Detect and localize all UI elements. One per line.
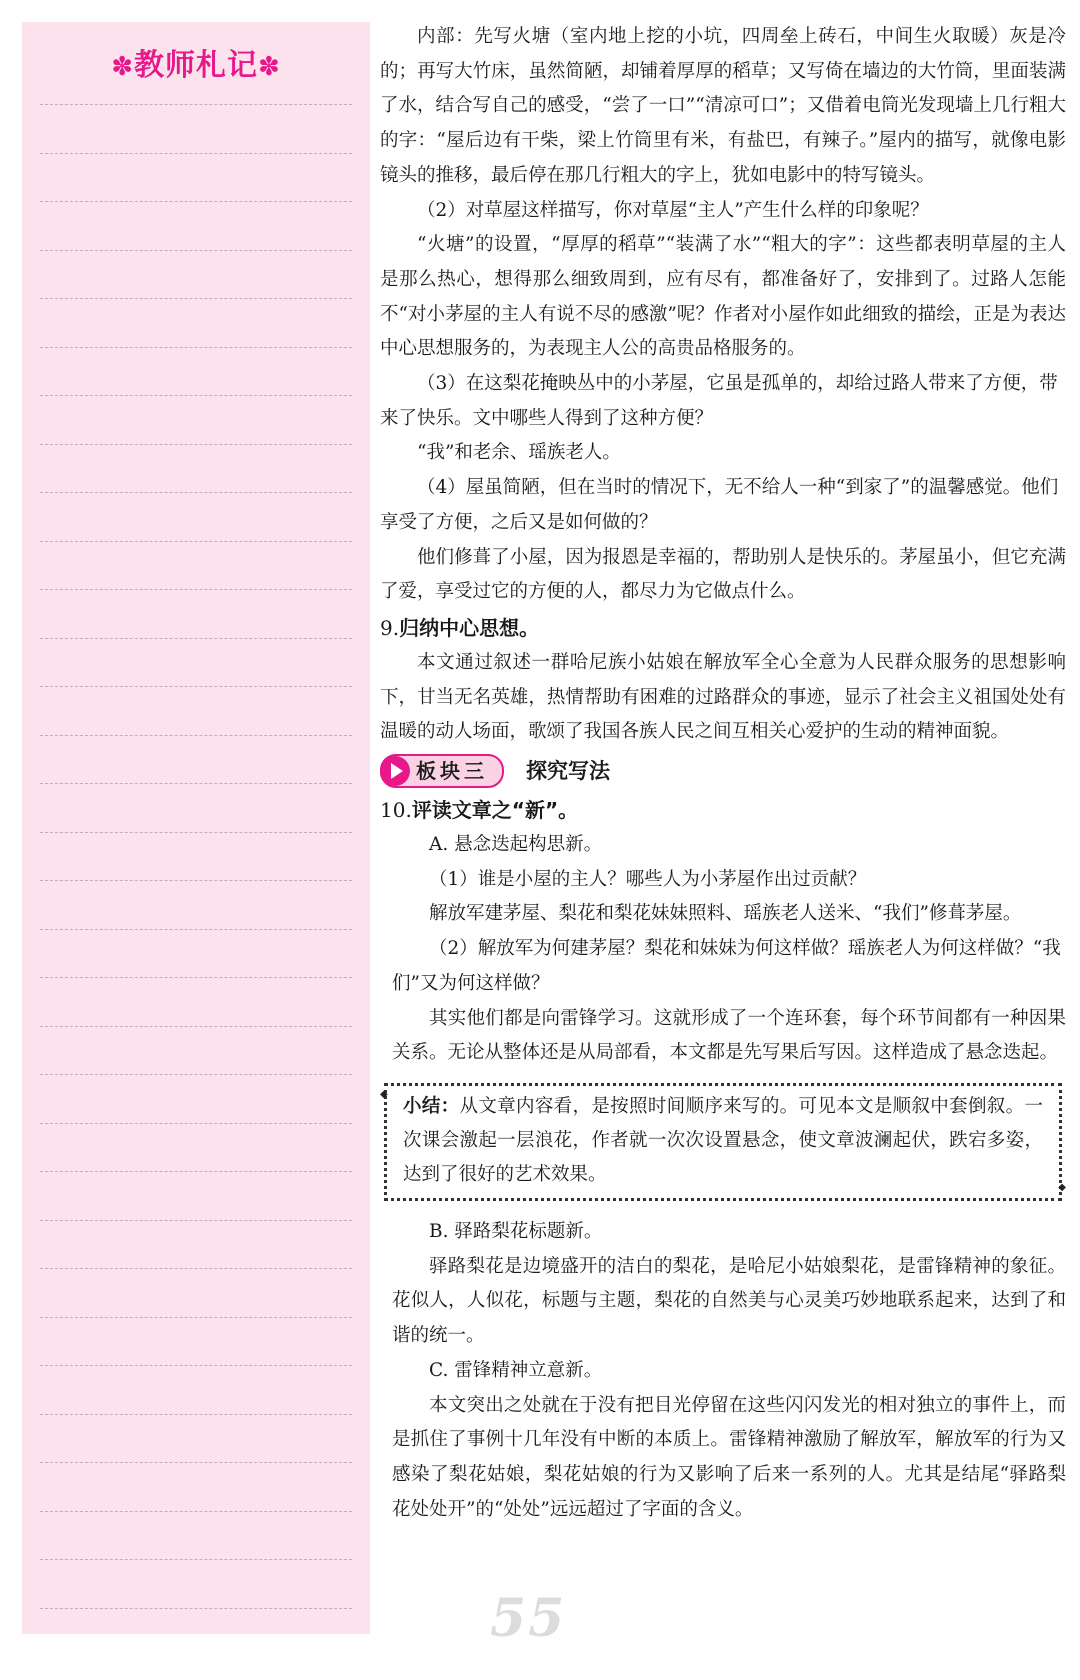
note-line — [40, 541, 352, 542]
answer-b: 驿路梨花是边境盛开的洁白的梨花，是哈尼小姑娘梨花，是雷锋精神的象征。花似人，人似花，标题与主题，梨花的自然美与心灵美巧妙地联系起来，达到了和谐的统一。 — [392, 1255, 1066, 1347]
answer-3: “我”和老余、瑶族老人。 — [417, 442, 621, 464]
point-c: C. 雷锋精神立意新。 — [429, 1359, 603, 1381]
section-label: 板块三 — [416, 758, 488, 783]
note-line — [40, 1123, 352, 1124]
note-line — [40, 444, 352, 445]
question-2: （2）对草屋这样描写，你对草屋“主人”产生什么样的印象呢？ — [417, 199, 929, 221]
answer-9: 本文通过叙述一群哈尼族小姑娘在解放军全心全意为人民群众服务的思想影响下，甘当无名英雄，热情帮助有困难的过路群众的事迹，显示了社会主义祖国处处有温暖的动人场面，歌颂了我国各族人民之间互相关心爱护的生动的精神面貌。 — [380, 651, 1066, 743]
flower-icon: ✽ — [258, 52, 281, 82]
question-4: （4）屋虽简陋，但在当时的情况下，无不给人一种“到家了”的温馨感觉。他们享受了方便，之后又是如何做的？ — [380, 477, 1059, 533]
answer-2: “火塘”的设置，“厚厚的稻草”“装满了水”“粗大的字”：这些都表明草屋的主人是那么热心，想得那么细致周到，应有尽有，都准备好了，安排到了。过路人怎能不“对小茅屋的主人有说不尽的感激”呢？作者对小屋作如此细致的描绘，正是为表达中心思想服务的，为表现主人公的高贵品格服务的。 — [380, 234, 1066, 360]
answer-a2: 其实他们都是向雷锋学习。这就形成了一个连环套，每个环节间都有一种因果关系。无论从整体还是从局部看，本文都是先写果后写因。这样造成了悬念迭起。 — [392, 1007, 1066, 1064]
note-line — [40, 977, 352, 978]
note-line — [40, 1414, 352, 1415]
note-line — [40, 492, 352, 493]
teacher-notes-sidebar — [22, 22, 370, 1634]
point-b: B. 驿路梨花标题新。 — [429, 1220, 603, 1242]
section-header — [380, 752, 1066, 790]
play-arrow-icon — [380, 756, 410, 786]
note-line — [40, 1074, 352, 1075]
sidebar-title — [22, 40, 370, 84]
point-a: A. 悬念迭起构思新。 — [429, 834, 603, 856]
page-number: 55 — [490, 1588, 567, 1649]
question-a1: （1）谁是小屋的主人？哪些人为小茅屋作出过贡献？ — [429, 868, 867, 890]
section-badge — [380, 754, 504, 788]
note-line — [40, 880, 352, 881]
note-line — [40, 104, 352, 105]
note-line — [40, 686, 352, 687]
note-line — [40, 250, 352, 251]
question-a2: （2）解放军为何建茅屋？梨花和妹妹为何这样做？瑶族老人为何这样做？“我们”又为何这样做？ — [392, 938, 1061, 994]
note-line — [40, 832, 352, 833]
heading-9 — [380, 610, 1066, 646]
note-line — [40, 153, 352, 154]
note-line — [40, 1608, 352, 1609]
note-line — [40, 347, 352, 348]
heading-10-text: 评读文章之“新”。 — [411, 798, 579, 823]
note-line — [40, 735, 352, 736]
paragraph: 内部：先写火塘（室内地上挖的小坑，四周垒上砖石，中间生火取暖）灰是冷的；再写大竹床，虽然简陋，却铺着厚厚的稻草；又写倚在墙边的大竹筒，里面装满了水，结合写自己的感受，“尝了一口”“清凉可口”；又借着电筒光发现墙上几行粗大的字：“屋后边有干柴，梁上竹筒里有米，有盐巴，有辣子。”屋内的描写，就像电影镜头的推移，最后停在那几行粗大的字上，犹如电影中的特写镜头。 — [380, 26, 1066, 186]
answer-a1: 解放军建茅屋、梨花和梨花妹妹照料、瑶族老人送米、“我们”修葺茅屋。 — [429, 903, 1022, 925]
heading-10 — [380, 792, 1066, 828]
note-line — [40, 1365, 352, 1366]
summary-lead: 小结： — [403, 1095, 460, 1117]
note-line — [40, 1171, 352, 1172]
note-line — [40, 1317, 352, 1318]
summary-text — [403, 1090, 1043, 1192]
sidebar-title-text: 教师札记 — [134, 48, 258, 83]
note-line — [40, 638, 352, 639]
note-line — [40, 1268, 352, 1269]
note-line — [40, 395, 352, 396]
note-line — [40, 201, 352, 202]
summary-body: 从文章内容看，是按照时间顺序来写的。可见本文是顺叙中套倒叙。一次课会激起一层浪花，作者就一次次设置悬念，使文章波澜起伏，跌宕多姿，达到了很好的艺术效果。 — [403, 1095, 1043, 1185]
summary-box — [384, 1083, 1062, 1201]
answer-c: 本文突出之处就在于没有把目光停留在这些闪闪发光的相对独立的事件上，而是抓住了事例十几年没有中断的本质上。雷锋精神激励了解放军，解放军的行为又感染了梨花姑娘，梨花姑娘的行为又影响了后来一系列的人。尤其是结尾“驿路梨花处处开”的“处处”远远超过了字面的含义。 — [392, 1394, 1066, 1520]
note-line — [40, 1511, 352, 1512]
answer-4: 他们修葺了小屋，因为报恩是幸福的，帮助别人是快乐的。茅屋虽小，但它充满了爱，享受过它的方便的人，都尽力为它做点什么。 — [380, 546, 1066, 603]
note-line — [40, 1559, 352, 1560]
note-line — [40, 783, 352, 784]
note-line — [40, 1462, 352, 1463]
note-line — [40, 1026, 352, 1027]
note-line — [40, 1220, 352, 1221]
main-content — [380, 20, 1066, 1527]
heading-9-number: 9. — [380, 615, 400, 640]
heading-9-text: 归纳中心思想。 — [399, 615, 540, 640]
note-line — [40, 298, 352, 299]
heading-10-number: 10. — [380, 798, 412, 823]
question-3: （3）在这梨花掩映丛中的小茅屋，它虽是孤单的，却给过路人带来了方便，带来了快乐。文中哪些人得到了这种方便？ — [380, 373, 1058, 429]
note-line — [40, 929, 352, 930]
section-name: 探究写法 — [526, 758, 610, 783]
flower-icon: ✽ — [111, 52, 134, 82]
note-line — [40, 589, 352, 590]
